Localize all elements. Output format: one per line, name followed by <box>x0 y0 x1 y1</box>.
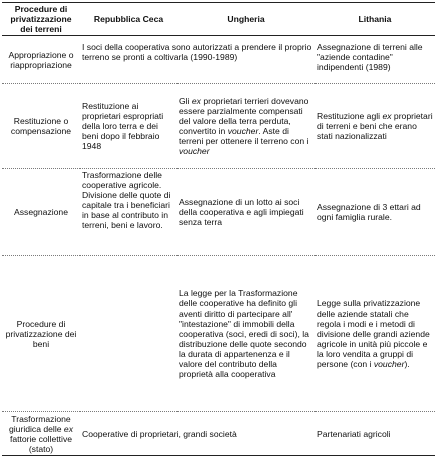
hungary-cell: Gli ex proprietari terrieri dovevano essere parzialmente compensati del valore della terra perduta, convertito in voucher. Aste di terreni per ottenere il terreno con i voucher <box>177 84 315 169</box>
procedure-cell: Assegnazione <box>2 169 80 256</box>
table-row <box>2 169 435 256</box>
header-procedures: Procedure di privatizzazione dei terreni <box>2 3 80 36</box>
lithuania-cell: Assegnazione di 3 ettari ad ogni famiglia rurale. <box>315 169 435 256</box>
table-row <box>2 36 435 84</box>
hungary-cell: La legge per la Trasformazione delle cooperative ha definito gli aventi diritto di partecipare all' "intestazione" di immobili della cooperativa (soci, eredi di soci), la distribuzione delle quote secondo la durata di appartenenza e il valore del contributo della proprietà alla cooperativa <box>177 256 315 412</box>
privatization-table <box>2 2 435 456</box>
table-row <box>2 256 435 412</box>
lithuania-cell: Assegnazione di terreni alle "aziende contadine" indipendenti (1989) <box>315 36 435 84</box>
lithuania-cell: Partenariati agricoli <box>315 412 435 456</box>
procedure-cell: Procedure di privatizzazione dei beni <box>2 256 80 412</box>
czech-hungary-cell: I soci della cooperativa sono autorizzati a prendere il proprio terreno se pronti a coltivarla (1990-1989) <box>80 36 315 84</box>
czech-cell <box>80 256 177 412</box>
procedure-cell: Restituzione o compensazione <box>2 84 80 169</box>
hungary-cell: Assegnazione di un lotto ai soci della cooperativa e agli impiegati senza terra <box>177 169 315 256</box>
czech-hungary-cell: Cooperative di proprietari, grandi società <box>80 412 315 456</box>
table-row <box>2 84 435 169</box>
czech-cell: Restituzione ai proprietari espropriati della loro terra e dei beni dopo il febbraio 1948 <box>80 84 177 169</box>
header-hungary: Ungheria <box>177 3 315 36</box>
header-lithuania: Lithania <box>315 3 435 36</box>
procedure-cell: Appropriazione o riappropriazione <box>2 36 80 84</box>
procedure-cell: Trasformazione giuridica delle ex fattorie collettive (stato) <box>2 412 80 456</box>
header-row <box>2 3 435 36</box>
lithuania-cell: Restituzione agli ex proprietari di terreni e beni che erano stati nazionalizzati <box>315 84 435 169</box>
header-czech: Repubblica Ceca <box>80 3 177 36</box>
table-row <box>2 412 435 456</box>
lithuania-cell: Legge sulla privatizzazione delle aziende statali che regola i modi e i metodi di divisione delle grandi aziende agricole in unità più piccole e la loro vendita a gruppi di persone (con i voucher). <box>315 256 435 412</box>
czech-cell: Trasformazione delle cooperative agricole. Divisione delle quote di capitale tra i beneficiari in base al contributo in terreni, beni e lavoro. <box>80 169 177 256</box>
